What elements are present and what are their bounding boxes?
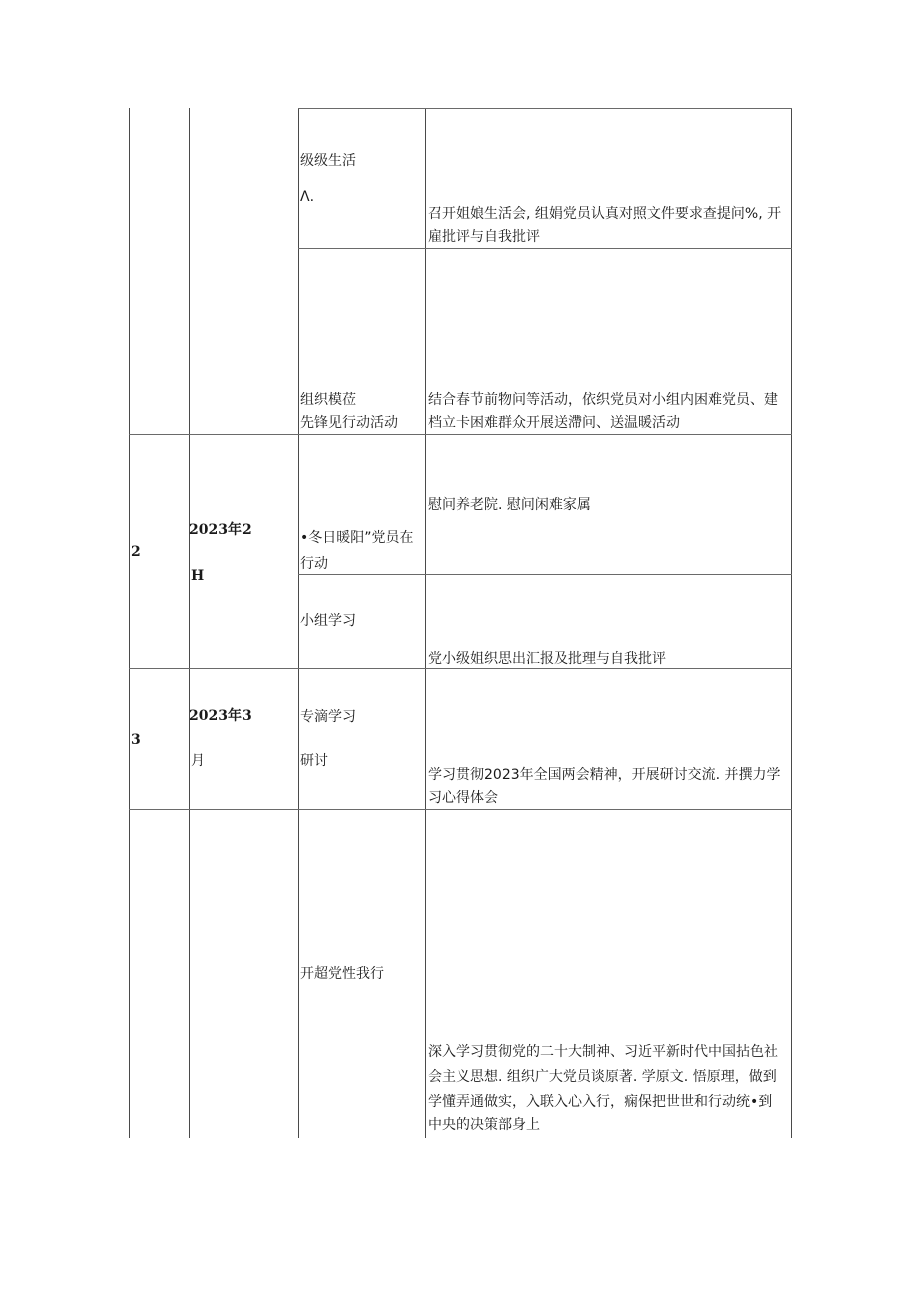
time-cell: 2023年3 bbox=[189, 708, 252, 724]
activity-cell: 级级生活 bbox=[300, 153, 356, 169]
activity-cell: 组织模莅 bbox=[300, 392, 356, 408]
time-cell: 月 bbox=[191, 753, 205, 769]
content-cell: 档立卡困难群众开展送滯问、送温暖活动 bbox=[428, 415, 680, 431]
content-cell: 召开姐娘生活会, 组娟党员认真对照文件要求查提问%, 开 bbox=[428, 206, 782, 222]
row-divider-sub-1 bbox=[298, 248, 792, 249]
activity-cell: 先锋见行动活动 bbox=[300, 415, 398, 431]
content-cell: 结合春节前物问等活动，依织党员对小组内困难党员、建 bbox=[428, 392, 778, 408]
row-divider-sub-2 bbox=[298, 574, 792, 575]
table-border-col3 bbox=[298, 108, 299, 1138]
activity-cell: 行动 bbox=[300, 556, 328, 572]
content-cell: 学懂弄通做实，入联入心入行，痫保把世世和行动统•到 bbox=[428, 1094, 773, 1110]
content-cell: 中央的决策部身上 bbox=[428, 1117, 540, 1133]
table-border-col2 bbox=[189, 108, 190, 1138]
row-divider-1 bbox=[129, 434, 792, 435]
table-border-right bbox=[791, 108, 792, 1138]
activity-cell: 开超党性我行 bbox=[300, 966, 384, 982]
content-cell: 习心得体会 bbox=[428, 790, 498, 806]
activity-cell: 小组学习 bbox=[300, 613, 356, 629]
content-cell: 会主义思想. 组织广大党员谈原著. 学原文. 悟原理，做到 bbox=[428, 1069, 777, 1085]
activity-cell: 专滴学习 bbox=[300, 709, 356, 725]
row-number: 3 bbox=[131, 732, 141, 748]
time-cell: 2023年2 bbox=[189, 522, 252, 538]
content-cell: 深入学习贯彻党的二十大制神、习近平新时代中国拈色社 bbox=[428, 1044, 778, 1060]
time-cell: H bbox=[191, 568, 205, 584]
row-number: 2 bbox=[131, 544, 141, 560]
activity-cell: Λ. bbox=[300, 189, 315, 205]
content-cell: 慰问养老院. 慰问闲难家属 bbox=[428, 497, 591, 513]
activity-cell: 研讨 bbox=[300, 753, 328, 769]
table-border-col4 bbox=[425, 108, 426, 1138]
content-cell: 党小级姐织思出汇报及批理与自我批评 bbox=[428, 651, 666, 667]
content-cell: 雇批评与自我批评 bbox=[428, 229, 540, 245]
activity-cell: •冬日暖阳”党员在 bbox=[300, 530, 414, 546]
content-cell: 学习贯彻2023年全国两会精神，开展研讨交流. 并撰力学 bbox=[428, 767, 781, 783]
table-border-left bbox=[129, 108, 130, 1138]
row-divider-3 bbox=[129, 809, 792, 810]
table-border-top-sub bbox=[298, 108, 792, 109]
